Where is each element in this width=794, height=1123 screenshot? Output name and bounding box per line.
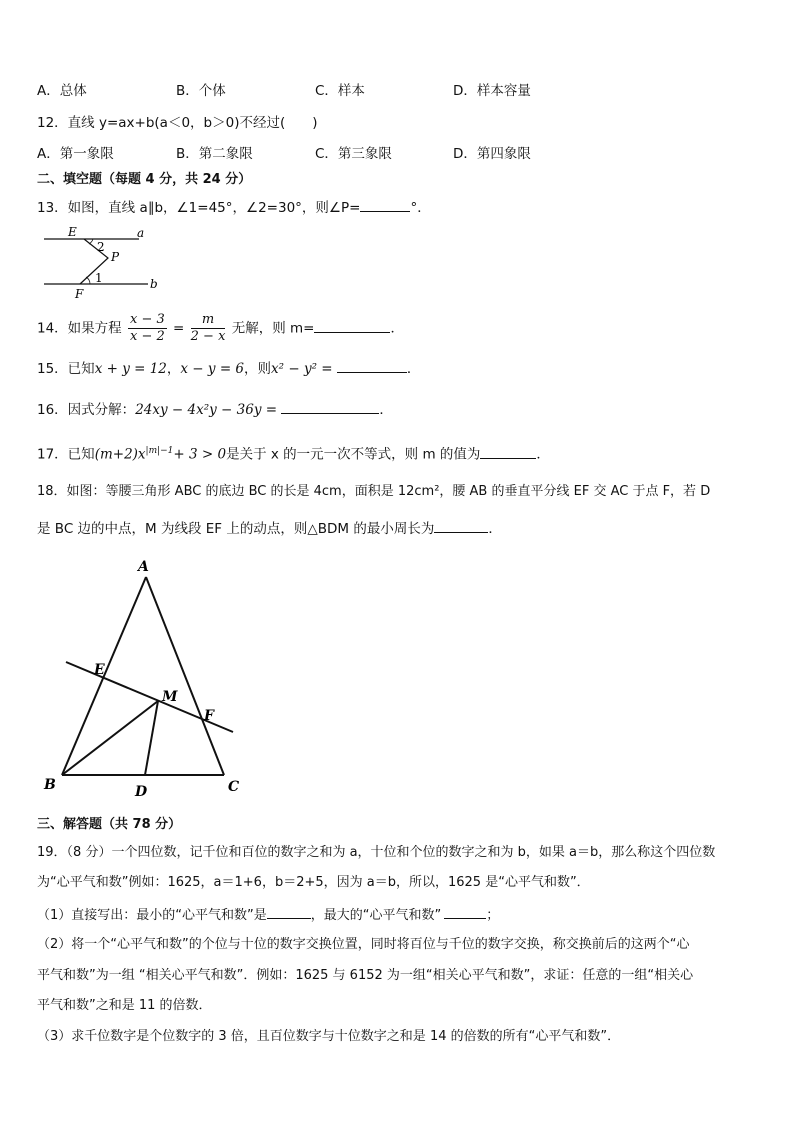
q17-expression-base: (m+2)x [94, 446, 146, 463]
q15-mid: ，则 [244, 361, 272, 377]
q18-line-2 [37, 518, 502, 539]
q17-question [37, 441, 550, 465]
q18-label-c: C [228, 779, 240, 795]
q13-end: °． [410, 200, 431, 216]
q19-part-1-b: ，最大的“心平气和数” [310, 908, 442, 923]
q14-lhs-numerator: x − 3 [129, 312, 165, 327]
q14-rhs-numerator: m [191, 312, 226, 329]
q18-answer-blank[interactable] [434, 518, 488, 533]
q19-part-2-line-3: 平气和数”之和是 11 的倍数． [37, 998, 212, 1013]
q14-equals: = [173, 320, 185, 337]
q17-answer-blank[interactable] [480, 444, 536, 459]
q12-option-c: C．第三象限 [315, 146, 392, 162]
q19-part-2-line-2: 平气和数”为一组 “相关心平气和数”．例如：1625 与 6152 为一组“相关心平气和数”，求证：任意的一组“相关心 [37, 968, 694, 983]
q19-part-1-blank-min[interactable] [267, 904, 311, 919]
q14-end: ． [390, 320, 404, 337]
q18-label-m: M [162, 689, 178, 705]
q11-option-a: A．总体 [37, 83, 87, 99]
q12-option-b: B．第二象限 [176, 146, 253, 162]
q15-condition-1: x + y = 12 [94, 361, 167, 377]
q13-text: 13．如图，直线 a∥b，∠1=45°，∠2=30°，则∠P= [37, 200, 361, 216]
section-2-title: 二、填空题（每题 4 分，共 24 分） [37, 172, 252, 187]
q16-expression: 24xy − 4x²y − 36y = [135, 402, 278, 418]
q13-label-e: E [68, 225, 77, 239]
q15-answer-blank[interactable] [337, 358, 407, 373]
q11-option-c: C．样本 [315, 83, 365, 99]
q13-label-a: a [137, 226, 145, 240]
q13-question [37, 197, 431, 218]
q18-label-a: A [138, 559, 149, 575]
q17-prefix: 17．已知 [37, 446, 95, 463]
q13-label-p: P [111, 250, 120, 264]
q18-label-d: D [135, 784, 148, 800]
q18-label-b: B [44, 777, 56, 793]
q11-option-d: D．样本容量 [453, 83, 531, 99]
q14-rhs-denominator: 2 − x [190, 329, 226, 344]
q15-condition-2: x − y = 6 [180, 361, 245, 377]
q18-line-2-text: 是 BC 边的中点，M 为线段 EF 上的动点，则△BDM 的最小周长为 [37, 521, 435, 537]
q17-end: ． [536, 446, 550, 463]
q13-label-2: 2 [97, 240, 105, 254]
q15-question [37, 358, 420, 379]
q11-option-b: B．个体 [176, 83, 226, 99]
q14-lhs-denominator: x − 2 [129, 329, 165, 344]
q18-end: ． [488, 521, 502, 537]
q19-part-1-blank-max[interactable] [444, 904, 486, 919]
q15-end: ． [406, 361, 421, 377]
q16-question [37, 399, 393, 420]
q15-prefix: 15．已知 [37, 361, 95, 377]
q17-middle: 是关于 x 的一元一次不等式，则 m 的值为 [226, 446, 481, 463]
q14-middle: 无解，则 m= [231, 320, 315, 337]
q14-question [37, 312, 404, 345]
q18-label-e: E [94, 662, 105, 678]
q18-line-1: 18．如图：等腰三角形 ABC 的底边 BC 的长是 4cm，面积是 12cm²，腰 AB 的垂直平分线 EF 交 AC 于点 F，若 D [37, 484, 711, 499]
q13-answer-blank[interactable] [360, 197, 410, 212]
q16-prefix: 16．因式分解： [37, 402, 136, 418]
q16-answer-blank[interactable] [281, 399, 379, 414]
section-3-title: 三、解答题（共 78 分） [37, 817, 182, 832]
q14-rhs-fraction [191, 312, 226, 345]
q15-sep: ， [166, 361, 181, 377]
q19-part-1-a: （1）直接写出：最小的“心平气和数”是 [37, 908, 267, 923]
q19-part-1-end: ； [486, 908, 500, 923]
q15-expression: x² − y² = [271, 361, 333, 377]
q19-part-1 [37, 904, 499, 926]
q13-label-f: F [75, 287, 84, 301]
q13-figure [38, 222, 168, 302]
q19-line-1: 19．（8 分）一个四位数，记千位和百位的数字之和为 a，十位和个位的数字之和为 b，如果 a＝b，那么称这个四位数 [37, 845, 716, 860]
q19-part-2-line-1: （2）将一个“心平气和数”的个位与十位的数字交换位置，同时将百位与千位的数字交换，称交换前后的这两个“心 [37, 937, 690, 952]
q18-triangle-figure [38, 555, 248, 800]
q14-answer-blank[interactable] [314, 318, 390, 333]
q12-stem: 12．直线 y=ax+b(a＜0，b＞0)不经过( ) [37, 115, 318, 131]
q16-end: ． [379, 402, 393, 418]
q17-expression-exponent: |m|−1 [145, 446, 174, 456]
q14-lhs-fraction [128, 312, 167, 345]
q17-expression-tail: + 3 > 0 [173, 446, 227, 463]
q13-label-1: 1 [95, 271, 103, 285]
q19-line-2: 为“心平气和数”例如：1625，a＝1+6，b＝2+5，因为 a＝b，所以，1625 是“心平气和数”． [37, 875, 590, 890]
q14-prefix: 14．如果方程 [37, 320, 122, 337]
q12-option-d: D．第四象限 [453, 146, 531, 162]
q18-label-f: F [204, 708, 214, 724]
q19-part-3: （3）求千位数字是个位数字的 3 倍，且百位数字与十位数字之和是 14 的倍数的所有“心平气和数”． [37, 1029, 621, 1044]
q12-option-a: A．第一象限 [37, 146, 114, 162]
q13-label-b: b [150, 277, 158, 291]
